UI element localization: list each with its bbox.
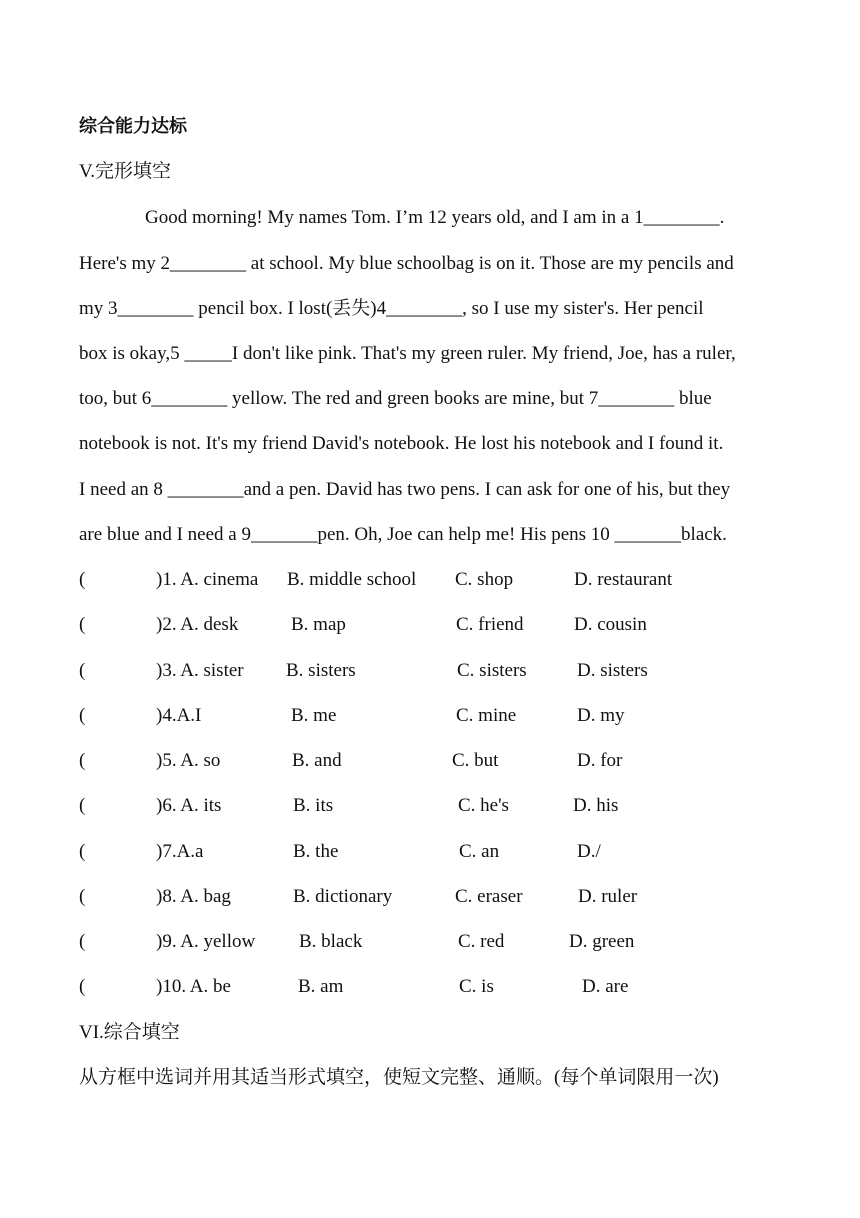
section-5-title: V.完形填空 bbox=[79, 161, 172, 182]
option-d: D. sisters bbox=[577, 660, 648, 681]
answer-blank[interactable]: ( bbox=[79, 931, 86, 952]
option-c: C. but bbox=[452, 750, 499, 771]
answer-blank[interactable]: ( bbox=[79, 660, 86, 681]
option-b: B. sisters bbox=[286, 660, 356, 681]
passage-line: notebook is not. It's my friend David's notebook. He lost his notebook and I found it. bbox=[79, 433, 724, 454]
passage-line: too, but 6________ yellow. The red and green books are mine, but 7________ blue bbox=[79, 388, 712, 409]
option-b: B. map bbox=[291, 614, 346, 635]
answer-blank[interactable]: ( bbox=[79, 569, 86, 590]
option-b: B. and bbox=[292, 750, 342, 771]
question-row bbox=[79, 613, 779, 637]
option-a: )6. A. its bbox=[156, 795, 222, 816]
option-a: )8. A. bag bbox=[156, 886, 231, 907]
question-row bbox=[79, 568, 779, 592]
passage-line: I need an 8 ________and a pen. David has two pens. I can ask for one of his, but they bbox=[79, 479, 731, 500]
option-c: C. red bbox=[458, 931, 505, 952]
passage-line: are blue and I need a 9_______pen. Oh, Joe can help me! His pens 10 _______black. bbox=[79, 524, 727, 545]
passage-line: Here's my 2________ at school. My blue schoolbag is on it. Those are my pencils and bbox=[79, 253, 734, 274]
option-a: )1. A. cinema bbox=[156, 569, 259, 590]
option-d: D. ruler bbox=[578, 886, 638, 907]
option-b: B. me bbox=[291, 705, 337, 726]
option-c: C. eraser bbox=[455, 886, 523, 907]
option-d: D. for bbox=[577, 750, 623, 771]
section-6-title: VI.综合填空 bbox=[79, 1022, 180, 1043]
option-a: )3. A. sister bbox=[156, 660, 244, 681]
option-c: C. is bbox=[459, 976, 494, 997]
option-d: D. my bbox=[577, 705, 625, 726]
option-c: C. sisters bbox=[457, 660, 527, 681]
question-row bbox=[79, 794, 779, 818]
question-row bbox=[79, 659, 779, 683]
page-heading: 综合能力达标 bbox=[79, 116, 187, 137]
option-b: B. dictionary bbox=[293, 886, 393, 907]
question-row bbox=[79, 930, 779, 954]
option-d: D. are bbox=[582, 976, 629, 997]
answer-blank[interactable]: ( bbox=[79, 886, 86, 907]
option-a: )4.A.I bbox=[156, 705, 202, 726]
option-d: D./ bbox=[577, 841, 601, 862]
question-row bbox=[79, 975, 779, 999]
answer-blank[interactable]: ( bbox=[79, 795, 86, 816]
option-a: )2. A. desk bbox=[156, 614, 239, 635]
option-d: D. his bbox=[573, 795, 619, 816]
option-c: C. shop bbox=[455, 569, 514, 590]
question-row bbox=[79, 885, 779, 909]
option-d: D. green bbox=[569, 931, 635, 952]
option-b: B. middle school bbox=[287, 569, 417, 590]
answer-blank[interactable]: ( bbox=[79, 976, 86, 997]
option-a: )5. A. so bbox=[156, 750, 221, 771]
answer-blank[interactable]: ( bbox=[79, 614, 86, 635]
option-d: D. restaurant bbox=[574, 569, 673, 590]
answer-blank[interactable]: ( bbox=[79, 750, 86, 771]
passage-line: box is okay,5 _____I don't like pink. That's my green ruler. My friend, Joe, has a ruler, bbox=[79, 343, 736, 364]
question-row bbox=[79, 840, 779, 864]
option-b: B. its bbox=[293, 795, 334, 816]
passage-line: my 3________ pencil box. I lost(丢失)4________, so I use my sister's. Her pencil bbox=[79, 298, 704, 319]
passage-line: Good morning! My names Tom. I’m 12 years old, and I am in a 1________. bbox=[145, 207, 725, 228]
option-a: )9. A. yellow bbox=[156, 931, 256, 952]
option-b: B. the bbox=[293, 841, 339, 862]
option-c: C. friend bbox=[456, 614, 524, 635]
option-c: C. an bbox=[459, 841, 500, 862]
question-row bbox=[79, 704, 779, 728]
option-b: B. am bbox=[298, 976, 344, 997]
option-b: B. black bbox=[299, 931, 363, 952]
question-row bbox=[79, 749, 779, 773]
option-a: )10. A. be bbox=[156, 976, 231, 997]
option-c: C. mine bbox=[456, 705, 517, 726]
option-c: C. he's bbox=[458, 795, 509, 816]
option-d: D. cousin bbox=[574, 614, 647, 635]
section-6-instruction: 从方框中选词并用其适当形式填空，使短文完整、通顺。(每个单词限用一次) bbox=[79, 1067, 719, 1088]
option-a: )7.A.a bbox=[156, 841, 204, 862]
answer-blank[interactable]: ( bbox=[79, 841, 86, 862]
answer-blank[interactable]: ( bbox=[79, 705, 86, 726]
